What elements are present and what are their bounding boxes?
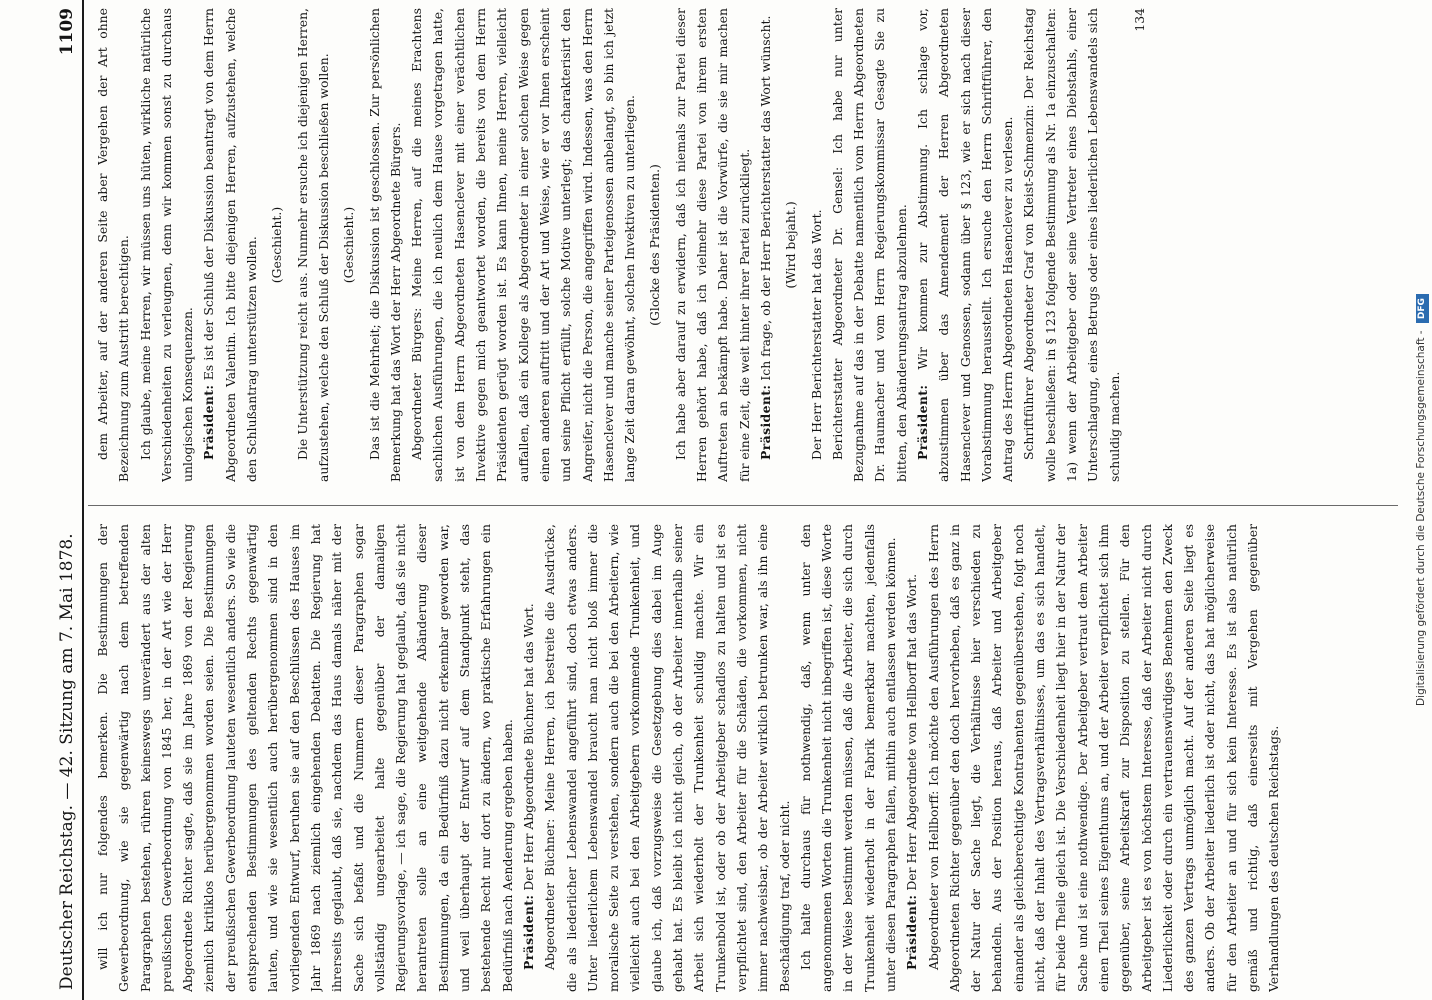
paragraph-text: Das ist die Mehrheit; die Diskussion ist geschlossen. Zur persönlichen Bemerkung hat das Wort der Herr Abgeordnete Bürgers.	[366, 8, 403, 482]
paragraph-text: Es ist der Schluß der Diskussion beantragt von dem Herrn Abgeordneten Valentin. Ich bitte diejenigen Herren, aufzustehen, welche den Schlußantrag unterstützen wollen.	[201, 8, 260, 482]
paragraph-text: Ich frage, ob der Herr Berichterstatter das Wort wünscht.	[757, 15, 773, 381]
paragraph	[923, 524, 1285, 992]
paragraph	[912, 8, 1018, 482]
paragraph	[406, 8, 640, 482]
paragraph	[539, 524, 795, 992]
paragraph	[135, 8, 199, 482]
paragraph-text: Berichterstatter Abgeordneter Dr. Gensel: Ich habe nur unter Bezugnahme auf das in der Debatte namentlich vom Herrn Abgeordneten Dr. Haumacher und vom Herrn Regierungskommissar Gesagte Sie zu bitten, den Abänderungsantrag abzulehnen.	[829, 8, 909, 482]
digitization-stamp	[1412, 8, 1430, 992]
paragraph	[364, 8, 407, 482]
paragraph	[292, 8, 335, 482]
header-title: Deutscher Reichstag. — 42. Sitzung am 7. Mai 1878.	[57, 533, 77, 990]
left-text-column	[92, 524, 1392, 992]
stage-direction: (Glocke des Präsidenten.)	[647, 164, 663, 326]
dfg-badge: DFG	[1416, 294, 1429, 323]
speaker-label: Präsident:	[904, 894, 920, 970]
page-header	[52, 0, 84, 1000]
column-divider	[88, 505, 1398, 506]
stage-direction: (Geschieht.)	[341, 206, 357, 284]
paragraph	[806, 8, 827, 482]
speaker-label: Präsident:	[520, 894, 536, 970]
paragraph	[92, 524, 518, 992]
paragraph	[670, 8, 755, 482]
paragraph-text: Ich glaube, meine Herren, wir müssen uns hüten, wirkliche natürliche Verschiedenheiten zu verleugnen, denn wir kommen sonst zu durchaus unlogischen Konsequenzen.	[137, 8, 196, 482]
stage-direction: (Geschieht.)	[269, 206, 285, 284]
paragraph-text: Abgeordneter Bürgers: Meine Herren, auf die meines Erachtens sachlichen Ausführungen, die ich neulich dem Hause vorgetragen hatte, ist von dem Herrn Abgeordneten Hasenclever mit einer verächtlichen Invektive gegen mich geantwortet worden, die bereits von dem Herrn Präsidenten gerügt worden ist. Es kann Ihnen, meine Herren, vielleicht auffallen, daß ein Kollege als Abgeordneter in einer solchen Weise gegen einen anderen auftritt und der Art und Weise, wie er vor Ihnen erscheint und seine Pflicht erfüllt, solche Motive unterlegt; das charakterisirt den Angreifer, nicht die Person, die angegriffen wird. Indessen, was den Herrn Hasenclever und manche seiner Parteigenossen anbelangt, so bin ich jetzt lange Zeit daran gewöhnt, solchen Invektiven zu unterliegen.	[409, 8, 638, 482]
paragraph-text: Wir kommen zur Abstimmung. Ich schlage vor, abzustimmen über das Amendement der Herren Abgeordneten Hasenclever und Genossen, sodann über § 123, wie er sich nach dieser Vorabstimmung herausstellt. Ich ersuche den Herrn Schriftführer, den Antrag des Herrn Abgeordneten Hasenclever zu verlesen.	[914, 8, 1016, 482]
speaker-label: Präsident:	[201, 384, 217, 460]
footer-number: 134	[1131, 8, 1147, 32]
paragraph-text: will ich nur folgendes bemerken. Die Bestimmungen der Gewerbeordnung, wie sie gegenwärtig nach dem betreffenden Paragraphen bestehen, rühren keineswegs unverändert aus der alten preußischen Gewerbeordnung von 1845 her, in der Art wie der Herr Abgeordnete Richter sagte, daß sie im Jahre 1869 von der Regierung ziemlich kritiklos herübergenommen worden seien. Die Bestimmungen der preußischen Gewerbeordnung lauteten wesentlich anders. So wie die entsprechenden Bestimmungen des geltenden Rechts gegenwärtig lauten, und wie sie wesentlich auch herübergenommen sind in den vorliegenden Entwurf, beruhen sie auf den Beschlüssen des Hauses im Jahr 1869 nach ziemlich eingehenden Debatten. Die Regierung hat ihrerseits geglaubt, daß sie, nachdem das Haus damals näher mit der Sache sich befaßt und die Nummern dieser Paragraphen sogar vollständig ungearbeitet halte gegenüber der damaligen Regierungsvorlage, — ich sage, die Regierung hat geglaubt, daß sie nicht herantreten solle an eine weitgehende Abänderung dieser Bestimmungen, da ein Bedürfniß dazu nicht erkennbar geworden war, und weil überhaupt der Entwurf auf dem Standpunkt steht, das bestehende Recht nur dort zu ändern, wo praktische Erfahrungen ein Bedürfniß nach Aenderung ergeben haben.	[95, 524, 515, 992]
paragraph	[827, 8, 912, 482]
paragraph-text: Die Unterstützung reicht aus. Nunmehr ersuche ich diejenigen Herren, aufzustehen, welche den Schluß der Diskussion beschließen wollen.	[294, 8, 331, 482]
paragraph	[92, 8, 135, 482]
paragraph	[901, 524, 922, 992]
paragraph-text: Abgeordneter Büchner: Meine Herren, ich bestreite die Ausdrücke, die als liederlicher Lebenswandel angeführt sind, doch etwas anders. Unter liederlichem Lebenswandel braucht man nicht bloß immer die moralische Seite zu verstehen, sondern auch die bei den Arbeitern, wie vielleicht auch bei den Arbeitgebern vorkommende Trunkenheit, und glaube ich, daß vorzugsweise die Gesetzgebung dies dabei im Auge gehabt hat. Es bleibt ich nicht gleich, ob der Arbeiter innerhalb seiner Arbeit sich wiederholt der Trunkenheit schuldig machte. Wir ein Trunkenbold ist, oder ob der Arbeitgeber schadlos zu halten und ist es verpflichtet sind, den Arbeiter für die Schäden, die vorkommen, nicht immer nachweisbar, ob der Arbeiter wirklich betrunken war, als ihn eine Beschädigung traf, oder nicht.	[542, 524, 792, 992]
paragraph	[1018, 8, 1124, 482]
paragraph	[518, 524, 539, 992]
paragraph-text: Ich habe aber darauf zu erwidern, daß ich niemals zur Partei dieser Herren gehört habe, daß ich vielmehr diese Partei von ihrem ersten Auftreten an bekämpft habe. Daher ist die Vorwürfe, die sie mir machen für eine Zeit, die weit hinter ihrer Partei zurückliegt.	[672, 8, 752, 482]
paragraph-text: Der Herr Abgeordnete Büchner hat das Wort.	[520, 603, 536, 891]
speaker-label: Präsident:	[914, 384, 930, 460]
stamp-text: Digitalisierung gefördert durch die Deutsche Forschungsgemeinschaft -	[1415, 330, 1427, 706]
paragraph	[755, 8, 776, 482]
paragraph-text: Der Herr Berichterstatter hat das Wort.	[808, 209, 824, 460]
rotated-document-sheet	[52, 0, 1412, 1000]
right-text-column	[92, 8, 1392, 482]
paragraph-text: Schriftführer Abgeordneter Graf von Kleist-Schmenzin: Der Reichstag wolle beschließen: in § 123 folgende Bestimmung als Nr. 1a einzuschalten: 1a) wenn der Arbeitgeber oder seine Vertreter eines Diebstahls, einer Unterschlagung, eines Betrugs oder eines liederlichen Lebenswandels sich schuldig machen.	[1021, 8, 1122, 482]
paragraph-text: Abgeordneter von Hellborff: Ich möchte den Ausführungen des Herrn Abgeordneten Richter gegenüber den doch hervorheben, daß es ganz in der Natur der Sache liegt, die Verhältnisse hier verschieden zu behandeln. Aus der Position heraus, daß Arbeiter und Arbeitgeber einander als gleichberechtigte Kontrahenten gegenüberstehen, folgt noch nicht, daß der Inhalt des Vertragsverhältnisses, um das es sich handelt, für beide Theile gleich ist. Die Verschiedenheit liegt hier in der Natur der Sache und ist eine nothwendige. Der Arbeitgeber vertraut dem Arbeiter einen Theil seines Eigenthums an, und der Arbeiter verpflichtet sich ihm gegenüber, seine Arbeitskraft zur Disposition zu stellen. Für den Arbeitgeber ist es von höchstem Interesse, daß der Arbeiter nicht durch Liederlichkeit oder durch ein vertrauenswürdiges Benehmen den Zweck des ganzen Vertrags unmöglich macht. Auf der anderen Seite liegt es anders. Ob der Arbeiter liederlich ist oder nicht, das hat möglicherweise für den Arbeiter an und für sich kein Interesse. Es ist also natürlich gemäß und richtig, daß einerseits mit Vergehen gegenüber Verhandlungen des deutschen Reichstags.	[925, 524, 1282, 992]
paragraph-text: Der Herr Abgeordnete von Hellborff hat das Wort.	[904, 573, 920, 891]
paragraph	[795, 524, 901, 992]
paragraph-text: dem Arbeiter, auf der anderen Seite aber Vergehen der Art ohne Bezeichnung zum Austritt berechtigen.	[95, 8, 132, 482]
paragraph	[198, 8, 262, 482]
page-number: 1109	[57, 8, 77, 56]
stage-direction: (Wird bejaht.)	[783, 201, 799, 289]
paragraph-text: Ich halte durchaus für nothwendig, daß, wenn unter den angenommenen Worten die Trunkenheit nicht inbegriffen ist, diese Worte in der Weise bestimmt werden müssen, daß die Arbeiter, die sich durch Trunkenheit wiederholt in der Fabrik bemerkbar machten, jedenfalls unter diesen Paragraphen fallen, mithin auch entlassen werden können.	[797, 524, 898, 992]
speaker-label: Präsident:	[757, 384, 773, 460]
